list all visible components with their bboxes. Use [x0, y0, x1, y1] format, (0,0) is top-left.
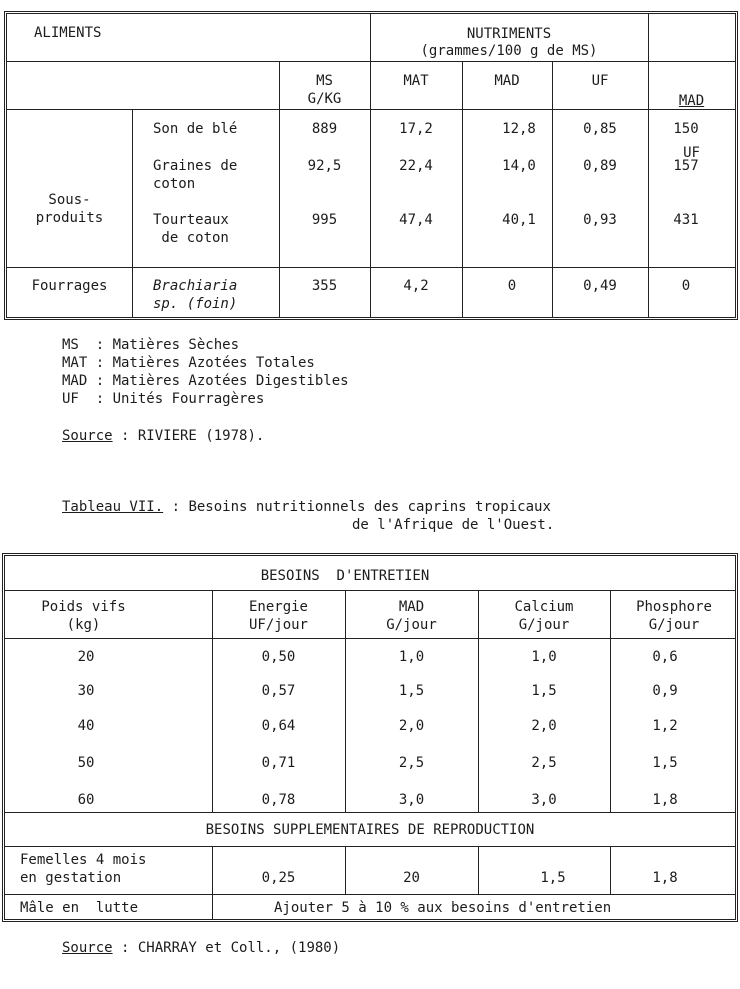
- cell-calcium: 1,0: [531, 649, 557, 665]
- header-energie-unit: UF/jour: [248, 617, 308, 633]
- cell-uf: 0,93: [583, 212, 617, 228]
- ms-unit: G/KG: [307, 91, 342, 107]
- cell-poids: 50: [77, 755, 95, 771]
- t1-line: [7, 109, 735, 110]
- header-mad: MAD: [398, 599, 425, 615]
- cell-energie: 0,71: [261, 755, 296, 771]
- row-name: Son de blé: [153, 121, 238, 137]
- femelles-label: Femelles 4 mois en gestation: [20, 852, 147, 886]
- row-name: Tourteaux de coton: [153, 212, 229, 246]
- caption-line1: : Besoins nutritionnels des caprins tropicaux: [163, 499, 551, 515]
- caption-label: Tableau VII.: [62, 499, 164, 515]
- cell-ratio: 431: [673, 212, 699, 228]
- male-label: Mâle en lutte: [20, 900, 139, 916]
- cell-calcium: 1,5: [531, 683, 557, 699]
- row-name: Brachiaria sp. (foin): [153, 278, 238, 312]
- header-calcium-unit: G/jour: [518, 617, 570, 633]
- source-text: : RIVIERE (1978).: [112, 428, 265, 444]
- t2-line: [5, 590, 735, 591]
- male-text: Ajouter 5 à 10 % aux besoins d'entretien: [274, 900, 612, 916]
- cell-calcium: 3,0: [531, 792, 557, 808]
- cell-ratio: 157: [673, 158, 699, 174]
- cell-uf: 0,49: [583, 278, 617, 294]
- cell-mat: 4,2: [403, 278, 429, 294]
- group-fourrages: Fourrages: [31, 278, 108, 294]
- cell-mad: 14,0: [502, 158, 536, 174]
- femelles-energie: 0,25: [261, 870, 296, 886]
- mad-header: MAD: [494, 73, 520, 89]
- cell-phosphore: 1,8: [652, 792, 678, 808]
- cell-mat: 17,2: [399, 121, 433, 137]
- cell-mad: 2,0: [398, 718, 425, 734]
- header-calcium: Calcium: [514, 599, 574, 615]
- cell-calcium: 2,5: [531, 755, 557, 771]
- nutriments-header: NUTRIMENTS: [466, 26, 552, 42]
- cell-ms: 355: [311, 278, 338, 294]
- cell-phosphore: 1,5: [652, 755, 678, 771]
- group-sous-produits: Sous- produits: [35, 192, 104, 226]
- femelles-phosphore: 1,8: [652, 870, 678, 886]
- cell-uf: 0,89: [583, 158, 617, 174]
- ratio-numerator: MAD: [678, 93, 705, 109]
- uf-header: UF: [591, 73, 609, 89]
- cell-phosphore: 0,9: [652, 683, 678, 699]
- source-1: [62, 427, 264, 445]
- source-2: [62, 939, 340, 957]
- header-poids-unit: (kg): [66, 617, 101, 633]
- cell-poids: 20: [77, 649, 95, 665]
- cell-ratio: 150: [673, 121, 699, 137]
- cell-mat: 47,4: [399, 212, 433, 228]
- header-poids: Poids vifs: [41, 599, 126, 615]
- legend-uf: UF : Unités Fourragères: [62, 391, 265, 407]
- source-label: Source: [62, 428, 113, 444]
- t2-line: [5, 846, 735, 847]
- cell-energie: 0,57: [261, 683, 296, 699]
- section-reproduction: BESOINS SUPPLEMENTAIRES DE REPRODUCTION: [205, 822, 535, 838]
- cell-mad: 3,0: [398, 792, 425, 808]
- cell-poids: 40: [77, 718, 95, 734]
- cell-mad: 40,1: [502, 212, 536, 228]
- source-label: Source: [62, 940, 113, 956]
- legend-ms: MS : Matières Sèches: [62, 337, 240, 353]
- cell-poids: 60: [77, 792, 95, 808]
- cell-ms: 889: [311, 121, 338, 137]
- cell-poids: 30: [77, 683, 95, 699]
- row-name: Graines de coton: [153, 158, 238, 192]
- cell-mad: 1,5: [398, 683, 425, 699]
- header-phosphore-unit: G/jour: [648, 617, 700, 633]
- ratio-denominator: UF: [683, 145, 700, 161]
- femelles-calcium: 1,5: [540, 870, 566, 886]
- header-phosphore: Phosphore: [636, 599, 712, 615]
- cell-calcium: 2,0: [531, 718, 557, 734]
- t1-line: [7, 61, 735, 62]
- section-entretien: BESOINS D'ENTRETIEN: [260, 568, 430, 584]
- cell-ratio: 0: [681, 278, 691, 294]
- aliments-header: ALIMENTS: [34, 25, 102, 41]
- t2-line: [5, 638, 735, 639]
- cell-mad: 0: [507, 278, 517, 294]
- header-energie: Energie: [248, 599, 308, 615]
- cell-mad: 1,0: [398, 649, 425, 665]
- cell-uf: 0,85: [583, 121, 617, 137]
- cell-mad: 12,8: [502, 121, 536, 137]
- cell-phosphore: 1,2: [652, 718, 678, 734]
- header-mad-unit: G/jour: [386, 617, 437, 633]
- cell-energie: 0,50: [261, 649, 296, 665]
- cell-mat: 22,4: [399, 158, 433, 174]
- cell-energie: 0,64: [261, 718, 296, 734]
- t1-line: [132, 109, 133, 317]
- cell-mad: 2,5: [398, 755, 425, 771]
- nutriments-unit: (grammes/100 g de MS): [420, 43, 598, 59]
- femelles-mad: 20: [403, 870, 420, 886]
- ms-header: MS: [316, 73, 333, 89]
- cell-ms: 92,5: [307, 158, 342, 174]
- table-caption: [62, 498, 551, 516]
- cell-phosphore: 0,6: [652, 649, 678, 665]
- mat-header: MAT: [403, 73, 429, 89]
- cell-energie: 0,78: [261, 792, 296, 808]
- t1-line: [7, 267, 735, 268]
- caption-line2: de l'Afrique de l'Ouest.: [352, 517, 555, 533]
- cell-ms: 995: [311, 212, 338, 228]
- legend-mad: MAD : Matières Azotées Digestibles: [62, 373, 349, 389]
- legend-mat: MAT : Matières Azotées Totales: [62, 355, 315, 371]
- t2-line: [5, 894, 735, 895]
- source-text: : CHARRAY et Coll., (1980): [112, 940, 341, 956]
- t2-line: [5, 812, 735, 813]
